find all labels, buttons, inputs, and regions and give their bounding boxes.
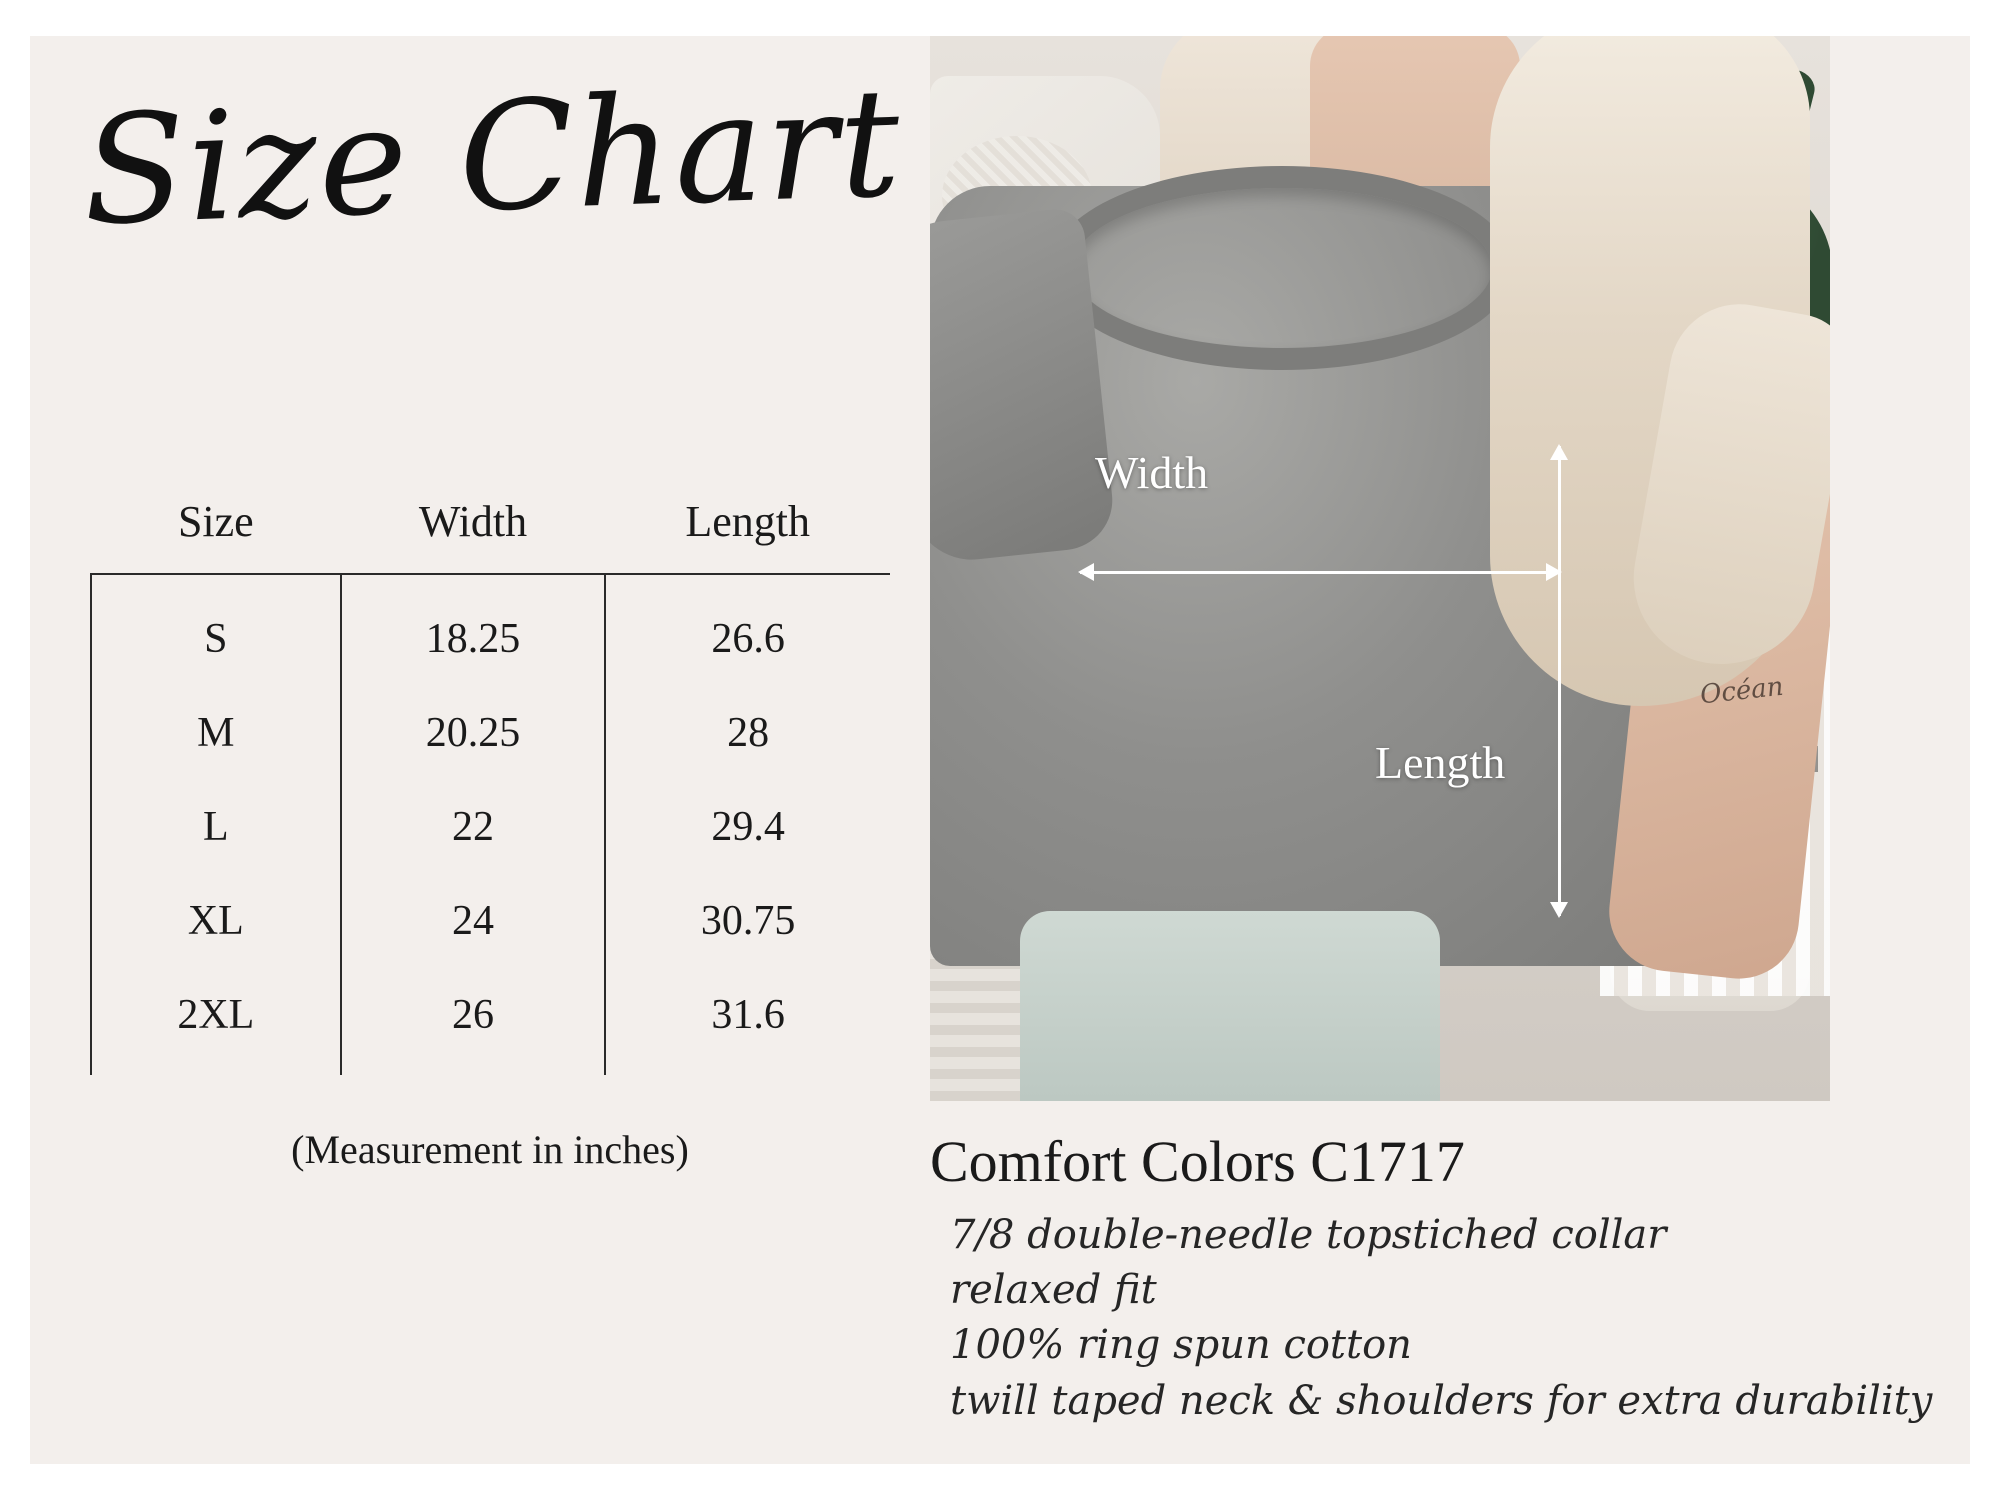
size-table-head: [91, 496, 890, 574]
width-measure-arrow: [1080, 571, 1560, 574]
feature-item: 7/8 double-needle topstiched collar: [950, 1212, 1667, 1258]
column-header-length: Length: [685, 497, 810, 546]
cell-size: M: [91, 686, 341, 780]
table-row: [91, 968, 890, 1075]
size-table-body: [91, 574, 890, 1075]
cell-length: 30.75: [700, 898, 796, 944]
table-row: [91, 686, 890, 780]
tattoo-text: Océan: [1698, 671, 1785, 711]
cell-length: 31.6: [711, 992, 785, 1038]
cell-size: 2XL: [91, 968, 341, 1075]
model-hair-right: [1490, 36, 1810, 706]
column-header-size: Size: [177, 497, 254, 546]
cell-length: 28: [727, 710, 770, 756]
cell-width: 22: [341, 780, 606, 874]
size-table: [90, 496, 890, 1075]
cell-length: 29.4: [711, 804, 785, 850]
cell-width: 26: [341, 968, 606, 1075]
feature-item: relaxed fit: [950, 1267, 1157, 1314]
cell-width: 20.25: [341, 686, 606, 780]
length-measure-arrow: [1558, 446, 1561, 916]
column-header-width: Width: [418, 497, 528, 546]
length-measure-label: Length: [1375, 737, 1506, 788]
cell-width: 18.25: [341, 574, 606, 686]
product-photo: [930, 36, 1830, 1101]
measurement-note: (Measurement in inches): [291, 1127, 689, 1172]
width-measure-label: Width: [1095, 447, 1209, 498]
table-row: [91, 574, 890, 686]
product-name: Comfort Colors C1717: [930, 1129, 1465, 1194]
table-header-row: [91, 496, 890, 574]
feature-item: twill taped neck & shoulders for extra durability: [950, 1377, 1933, 1424]
model-jeans: [1020, 911, 1440, 1101]
cell-length: 26.6: [711, 616, 785, 662]
table-row: [91, 874, 890, 968]
page-title-text: Size Chart: [79, 56, 905, 259]
table-row: [91, 780, 890, 874]
left-panel: [30, 36, 960, 1464]
feature-item: 100% ring spun cotton: [950, 1322, 1412, 1369]
right-panel: [930, 36, 1970, 1464]
cell-size: S: [91, 574, 341, 686]
page-title: [79, 56, 929, 364]
size-table-wrapper: [90, 496, 890, 1075]
size-chart-card: [30, 36, 1970, 1464]
cell-width: 24: [341, 874, 606, 968]
cell-size: L: [91, 780, 341, 874]
cell-size: XL: [91, 874, 341, 968]
product-features: [950, 1208, 1960, 1429]
